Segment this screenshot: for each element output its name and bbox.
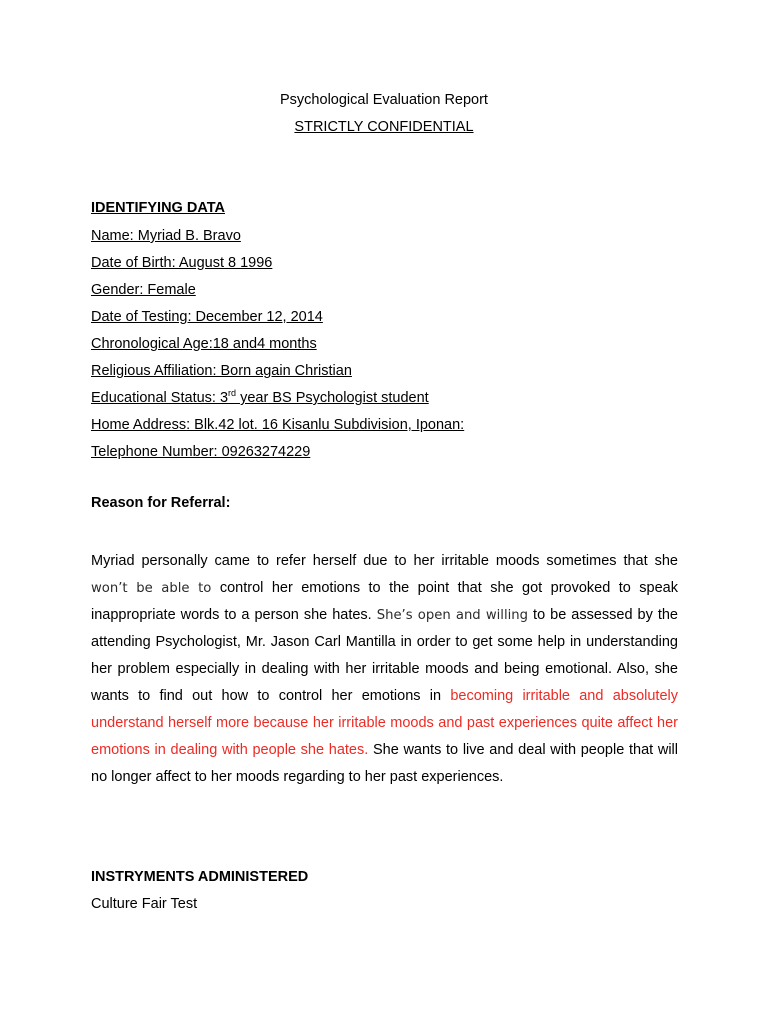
age-field: Chronological Age:18 and4 months xyxy=(91,336,317,352)
religion-field: Religious Affiliation: Born again Christian xyxy=(91,363,352,379)
phone-field: Telephone Number: 09263274229 xyxy=(91,444,311,460)
identifying-data-heading: IDENTIFYING DATA xyxy=(91,200,225,216)
gender-field: Gender: Female xyxy=(91,282,196,298)
confidential-label: STRICTLY CONFIDENTIAL xyxy=(294,119,474,135)
address-field: Home Address: Blk.42 lot. 16 Kisanlu Subdivision, Iponan: xyxy=(91,417,465,433)
referral-heading: Reason for Referral: xyxy=(91,495,231,511)
education-field: Educational Status: 3rd year BS Psychologist student xyxy=(91,388,429,406)
referral-paragraph: Myriad personally came to refer herself due to her irritable moods sometimes that she won’t be able to control her emotions to the point that she got provoked to speak inappropriate words to a person she hates. She’s open and willing to be assessed by the attending Psychologist, Mr. Jason Carl Mantilla in order to get some help in understanding her problem especially in dealing with her irritable moods and being emotional. Also, she wants to find out how to control her emotions in becoming irritable and absolutely understand herself more because her irritable moods and past experiences quite affect her emotions in dealing with people she hates. She wants to live and deal with people that will no longer affect to her moods regarding to her past experiences. xyxy=(91,553,678,785)
instrument-item: Culture Fair Test xyxy=(91,896,198,912)
identifying-fields xyxy=(91,227,678,461)
report-title: Psychological Evaluation Report xyxy=(280,92,488,108)
instruments-heading: INSTRYMENTS ADMINISTERED xyxy=(91,869,309,885)
highlighted-text: becoming irritable and absolutely understand herself more because her irritable moods and past experiences quite affect her emotions in dealing with people she hates. xyxy=(91,688,678,758)
testing-date-field: Date of Testing: December 12, 2014 xyxy=(91,309,323,325)
name-field: Name: Myriad B. Bravo xyxy=(91,228,241,244)
dob-field: Date of Birth: August 8 1996 xyxy=(91,255,273,271)
